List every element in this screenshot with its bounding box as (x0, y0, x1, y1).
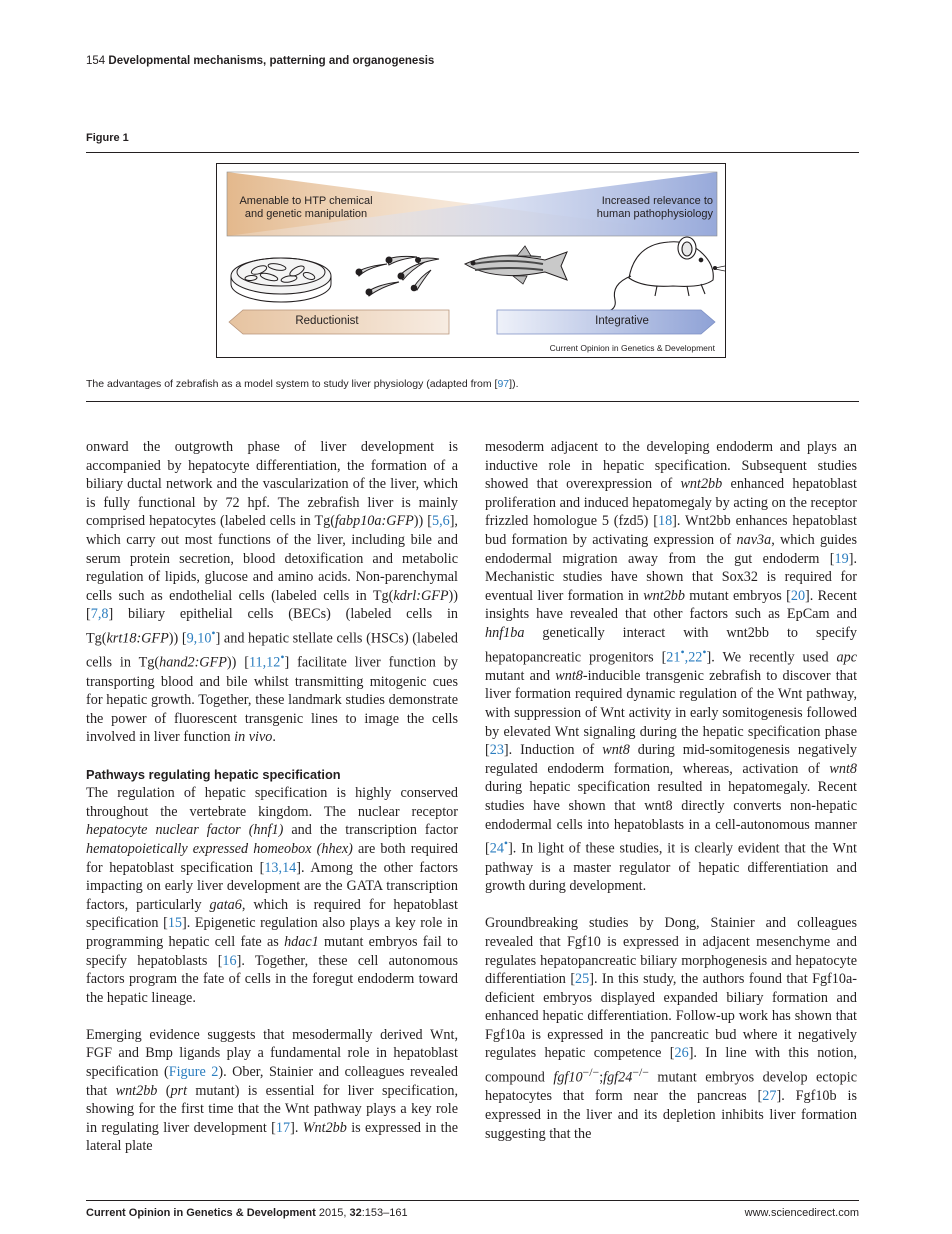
figure-caption (86, 378, 859, 390)
integrative-label: Integrative (595, 315, 649, 327)
reference-link[interactable]: 20 (790, 587, 806, 604)
footer-rule (86, 1200, 859, 1201)
caption-bottom-rule (86, 401, 859, 402)
figure-credit: Current Opinion in Genetics & Development (549, 343, 715, 353)
reference-link[interactable]: 27 (762, 1088, 777, 1105)
reference-link[interactable]: 25 (575, 971, 590, 988)
reference-link[interactable]: 26 (674, 1045, 689, 1062)
adult-zebrafish-icon (465, 246, 567, 284)
mouse-icon (605, 237, 725, 312)
reference-link[interactable]: 5,6 (431, 513, 450, 530)
page-number: 154 (86, 55, 106, 67)
reference-link[interactable]: 9,10 (186, 630, 212, 647)
paragraph: Groundbreaking studies by Dong, Stainier and colleagues revealed that Fgf10 is expressed in adjacent mesenchyme and regulates hepatopancreatic biliary morphogenesis and hepatocyte differentiation [25]. In this study, the authors found that Fgf10a-deficient embryos displayed expanded biliary formation and enhanced hepatic differentiation. Follow-up work has shown that Fgf10a is expressed in the pancreatic bud where it negatively regulates hepatic competence [26]. In line with this notion, compound fgf10−/−;fgf24−/− mutant embryos develop ectopic hepatocytes that form near the pancreas [27]. Fgf10b is expressed in the liver and its depletion inhibits liver formation suggesting that the (485, 915, 857, 1142)
htp-label-line2: and genetic manipulation (244, 208, 368, 220)
caption-reference-link[interactable]: 97 (497, 378, 510, 390)
right-column (485, 438, 857, 1143)
figure-label: Figure 1 (86, 132, 129, 144)
running-head (86, 55, 434, 67)
relevance-label-line1: Increased relevance to (601, 195, 713, 207)
reference-link[interactable]: 19 (834, 550, 849, 567)
section-title: Developmental mechanisms, patterning and organogenesis (108, 55, 435, 67)
reference-link[interactable]: 18 (657, 513, 673, 530)
paragraph: onward the outgrowth phase of liver development is accompanied by hepatocyte differentiation, the formation of a biliary ductal network and the vascularization of the liver, which is fully functional by 72 hpf. The zebrafish liver is mainly comprised hepatocytes (labeled cells in Tg(fabp10a:GFP)) [5,6], which carry out most functions of the liver, including bile and serum protein secretion, blood detoxification and metabolic regulation of lipids, glucose and amino acids. Non-parenchymal cells such as endothelial cells (labeled cells in Tg(kdrl:GFP)) [7,8] biliary epithelial cells (BECs) (labeled cells in Tg(krt18:GFP)) [9,10•] and hepatic stellate cells (HSCs) (labeled cells in Tg(hand2:GFP)) [11,12•] facilitate liver function by transporting blood and bile whilst transmitting mitogenic cues for hepatic growth. Together, these landmark studies demonstrate the power of fluorescent transgenic lines to image the cells involved in liver function in vivo. (86, 439, 458, 746)
reference-link[interactable]: 11,12 (248, 655, 281, 671)
figure-illustration (217, 164, 726, 358)
journal-name: Current Opinion in Genetics & Development (86, 1207, 316, 1219)
relevance-label-line2: human pathophysiology (596, 208, 713, 220)
paragraph: mesoderm adjacent to the developing endoderm and plays an inductive role in hepatic specification. Subsequent studies showed that overexpression of wnt2bb enhanced hepatoblast proliferation and induced hepatomegaly by acting on the receptor frizzled homologue 5 (fzd5) [18]. Wnt2bb enhances hepatoblast bud formation by activating expression of nav3a, which guides endodermal migration away from the gut endoderm [19]. Mechanistic studies have shown that Sox32 is required for eventual liver formation in wnt2bb mutant embryos [20]. Recent insights have revealed that other factors such as EpCam and hnf1ba genetically interact with wnt2bb to specify hepatopancreatic progenitors [21•,22•]. We recently used apc mutant and wnt8-inducible transgenic zebrafish to discover that liver formation required dynamic regulation of the Wnt pathway, with suppression of Wnt activity in early somitogenesis followed by elevated Wnt signaling during the hepatic specification phase [23]. Induction of wnt8 during mid-somitogenesis negatively regulated endoderm formation, whereas, activation of wnt8 during hepatic specification resulted in hepatomegaly. Recent studies have shown that wnt8 directly converts non-hepatic endodermal cells into hepatoblasts in a cell-autonomous manner [24•]. In light of these studies, it is clearly evident that the Wnt pathway is a master regulator of hepatic differentiation and growth during development. (485, 439, 858, 895)
reference-link[interactable]: 24 (489, 840, 504, 857)
reductionist-label: Reductionist (295, 315, 359, 327)
left-column (86, 438, 458, 1156)
figure-top-rule (86, 152, 859, 153)
reference-link[interactable]: 23 (489, 742, 504, 759)
volume: 32 (349, 1207, 362, 1219)
reference-link[interactable]: 21 (666, 649, 681, 666)
caption-text: The advantages of zebrafish as a model system to study liver physiology (adapted from [ (86, 378, 498, 390)
paragraph: The regulation of hepatic specification is highly conserved throughout the vertebrate kingdom. The nuclear receptor hepatocyte nuclear factor (hnf1) and the transcription factor hematopoietically expressed homeobox (hhex) are both required for hepatoblast specification [13,14]. Among the other factors impacting on early liver development are the GATA transcription factors, particularly gata6, which is required for hepatoblast specification [15]. Epigenetic regulation also plays a key role in programming hepatic cell fate as hdac1 mutant embryos fail to specify hepatoblasts [16]. Together, these cell autonomous factors program the fate of cells in the foregut endoderm toward the hepatic lineage. (86, 785, 458, 1006)
htp-manipulation-label (231, 195, 381, 221)
human-relevance-label (573, 195, 713, 221)
reference-link[interactable]: 16 (222, 952, 237, 969)
figure-link[interactable]: Figure 2 (168, 1064, 219, 1081)
cell-culture-dish-icon (231, 258, 331, 302)
reference-link[interactable]: 17 (275, 1119, 291, 1136)
reference-link[interactable]: 13,14 (264, 859, 297, 876)
reference-link[interactable]: 22 (688, 649, 703, 666)
caption-text-end: ]). (509, 378, 519, 390)
journal-citation: Current Opinion in Genetics & Development 2015, 32:153–161 (86, 1207, 408, 1219)
paragraph: Emerging evidence suggests that mesodermally derived Wnt, FGF and Bmp ligands play a fundamental role in hepatoblast specification (Figure 2). Ober, Stainier and colleagues revealed that wnt2bb (prt mutant) is essential for liver specification, showing for the first time that the Wnt pathway plays a key role in regulating liver development [17]. Wnt2bb is expressed in the lateral plate (86, 1026, 458, 1155)
reference-link[interactable]: 15 (167, 915, 183, 932)
figure-panel (216, 163, 726, 358)
reference-link[interactable]: 7,8 (90, 606, 109, 623)
zebrafish-larvae-icon (356, 256, 439, 296)
publisher-url[interactable]: www.sciencedirect.com (744, 1207, 859, 1219)
section-heading: Pathways regulating hepatic specification (86, 766, 341, 782)
htp-label-line1: Amenable to HTP chemical (239, 195, 373, 207)
